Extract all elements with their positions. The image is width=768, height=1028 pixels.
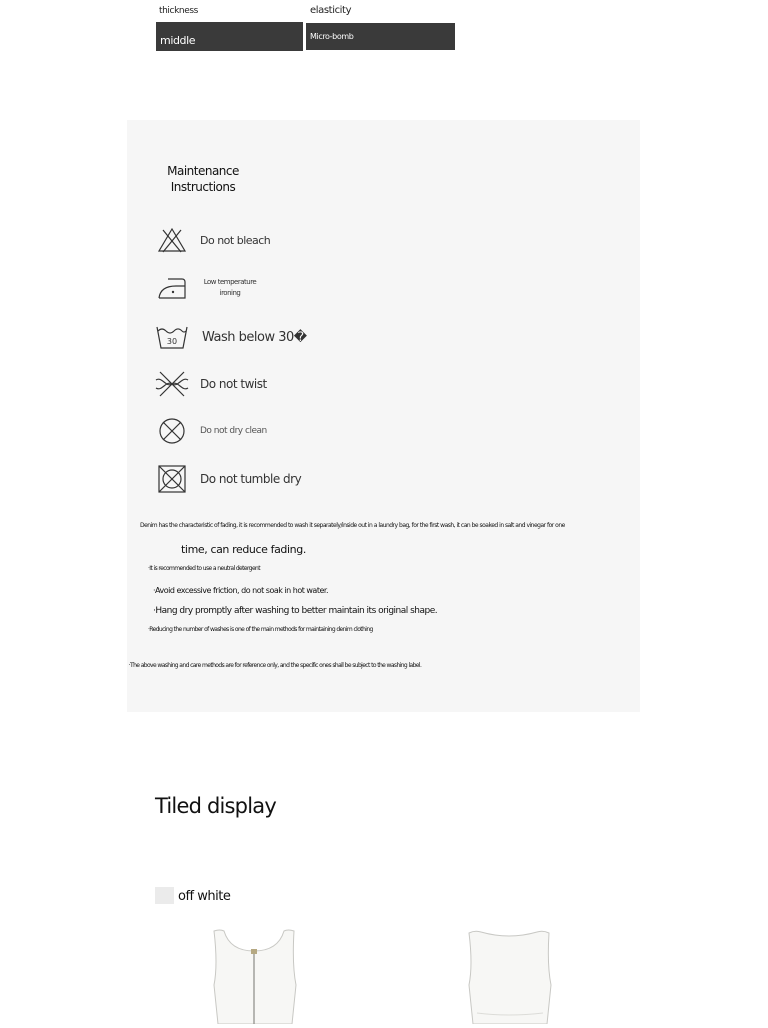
section-title: Tiled display bbox=[155, 794, 276, 818]
care-item-low-temp-iron bbox=[154, 271, 494, 305]
note-friction: ·Avoid excessive friction, do not soak in hot water. bbox=[153, 586, 328, 595]
svg-text:30: 30 bbox=[166, 337, 178, 346]
care-item-label: Do not bleach bbox=[200, 233, 271, 247]
elasticity-value: Micro-bomb bbox=[306, 23, 455, 50]
no-tumble-dry-icon bbox=[154, 464, 190, 494]
wash-30-icon bbox=[154, 322, 190, 352]
note-detergent: ·It is recommended to use a neutral detergent bbox=[148, 565, 261, 572]
thickness-label: thickness bbox=[159, 6, 198, 16]
note-hang-dry: ·Hang dry promptly after washing to better maintain its original shape. bbox=[153, 606, 438, 616]
no-dry-clean-icon bbox=[154, 416, 190, 446]
care-item-label: Do not tumble dry bbox=[200, 472, 302, 486]
care-title: Maintenance Instructions bbox=[167, 164, 239, 194]
care-item-label: Wash below 30� bbox=[202, 329, 307, 345]
product-back-image bbox=[455, 925, 565, 1024]
color-swatch[interactable] bbox=[155, 887, 174, 904]
care-item-no-tumble-dry bbox=[154, 462, 494, 496]
disclaimer: ·The above washing and care methods are for reference only, and the specific ones shall be subject to the washing label. bbox=[128, 662, 422, 669]
note-washes: ·Reducing the number of washes is one of the main methods for maintaining denim clothing bbox=[148, 626, 373, 633]
care-item-label: Do not twist bbox=[200, 377, 267, 391]
care-item-label: Low temperature ironing bbox=[203, 278, 257, 297]
no-wring-icon bbox=[154, 369, 190, 399]
care-item-wash-30 bbox=[154, 320, 494, 354]
note-fading: Denim has the characteristic of fading, it is recommended to wash it separately/inside out in a laundry bag, for the first wash, it can be soaked in salt and vinegar for one bbox=[140, 522, 565, 529]
no-bleach-icon bbox=[154, 225, 190, 255]
product-front-image bbox=[200, 925, 310, 1024]
low-temp-iron-icon bbox=[154, 273, 190, 303]
care-item-no-bleach bbox=[154, 223, 494, 257]
care-item-label: Do not dry clean bbox=[200, 426, 267, 436]
elasticity-label: elasticity bbox=[310, 5, 352, 16]
care-item-no-dry-clean bbox=[154, 414, 494, 448]
thickness-value: middle bbox=[156, 22, 303, 51]
note-fading-cont: time, can reduce fading. bbox=[181, 543, 306, 556]
color-label: off white bbox=[178, 889, 231, 904]
care-item-no-wring bbox=[154, 367, 494, 401]
